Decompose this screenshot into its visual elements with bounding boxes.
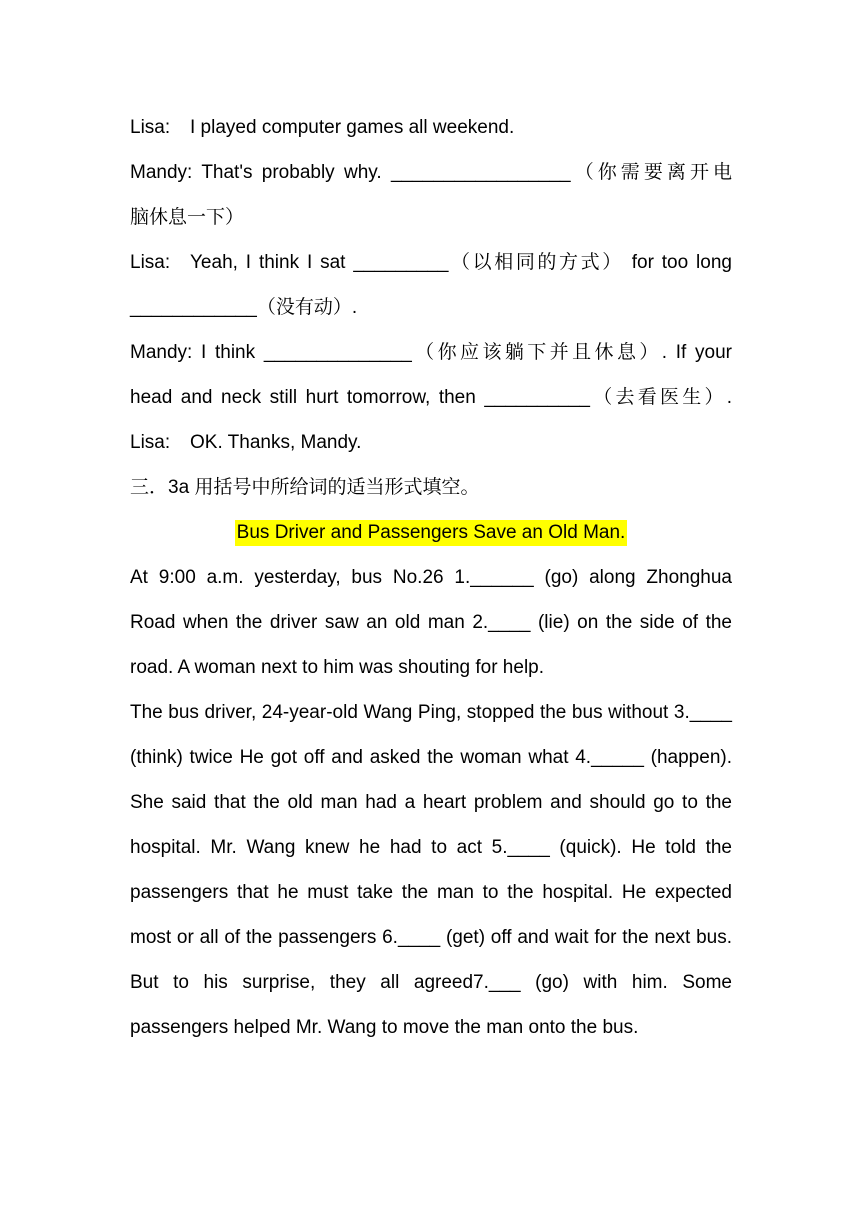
dialogue-line (130, 240, 732, 285)
dialogue-text: . If your (661, 342, 732, 363)
dialogue-line (130, 330, 732, 375)
article-title: Bus Driver and Passengers Save an Old Man. (235, 520, 628, 546)
punctuation: . (726, 387, 732, 408)
dialogue-line-continued (130, 285, 732, 330)
chinese-hint: （去看医生） (590, 386, 727, 408)
dialogue-text: Yeah, I think I sat _________ (190, 252, 449, 273)
article-title-row (130, 510, 732, 555)
chinese-hint: （你需要离开电 (570, 161, 732, 183)
chinese-hint: （没有动） (256, 296, 352, 318)
article-paragraph: The bus driver, 24-year-old Wang Ping, stopped the bus without 3.____ (think) twice He got off and asked the woman what 4._____ (happen). She said that the old man had a heart problem and should go to the hospital. Mr. Wang knew he had to act 5.____ (quick). He told the passengers that he must take the man to the hospital. He expected most or all of the passengers 6.____ (get) off and wait for the next bus. But to his surprise, they all agreed7.___ (go) with him. Some passengers helped Mr. Wang to move the man onto the bus. (130, 702, 732, 1038)
chinese-hint: 脑休息一下） (130, 206, 245, 228)
dialogue-text: for too long (631, 252, 732, 273)
dialogue-text: head and neck still hurt tomorrow, then __________ (130, 387, 590, 408)
speaker-label: Lisa: (130, 117, 171, 138)
dialogue-text: OK. Thanks, Mandy. (190, 432, 362, 453)
section-heading (130, 465, 732, 510)
dialogue-line (130, 150, 732, 195)
article-paragraph: At 9:00 a.m. yesterday, bus No.26 1.______ (go) along Zhonghua Road when the driver saw an old man 2.____ (lie) on the side of the road. A woman next to him was shouting for help. (130, 567, 732, 678)
dialogue-text: I played computer games all weekend. (190, 117, 515, 138)
dialogue-line (130, 105, 732, 150)
dialogue-text: I think ______________ (201, 342, 412, 363)
chinese-hint: （你应该躺下并且休息） (411, 341, 662, 363)
blank: ____________ (130, 297, 257, 318)
speaker-label: Mandy: (130, 342, 193, 363)
speaker-label: Mandy: (130, 162, 193, 183)
speaker-label: Lisa: (130, 432, 171, 453)
section-number: 三． (130, 476, 169, 498)
dialogue-line (130, 420, 732, 465)
dialogue-text: That's probably why. _________________ (201, 162, 571, 183)
speaker-label: Lisa: (130, 252, 171, 273)
section-instruction: 用括号中所给词的适当形式填空。 (194, 476, 480, 498)
document-content (130, 105, 732, 1050)
dialogue-line-continued (130, 375, 732, 420)
chinese-hint: （以相同的方式） (448, 251, 624, 273)
section-code: 3a (168, 477, 190, 498)
punctuation: . (351, 297, 358, 318)
dialogue-line-continued (130, 195, 732, 240)
